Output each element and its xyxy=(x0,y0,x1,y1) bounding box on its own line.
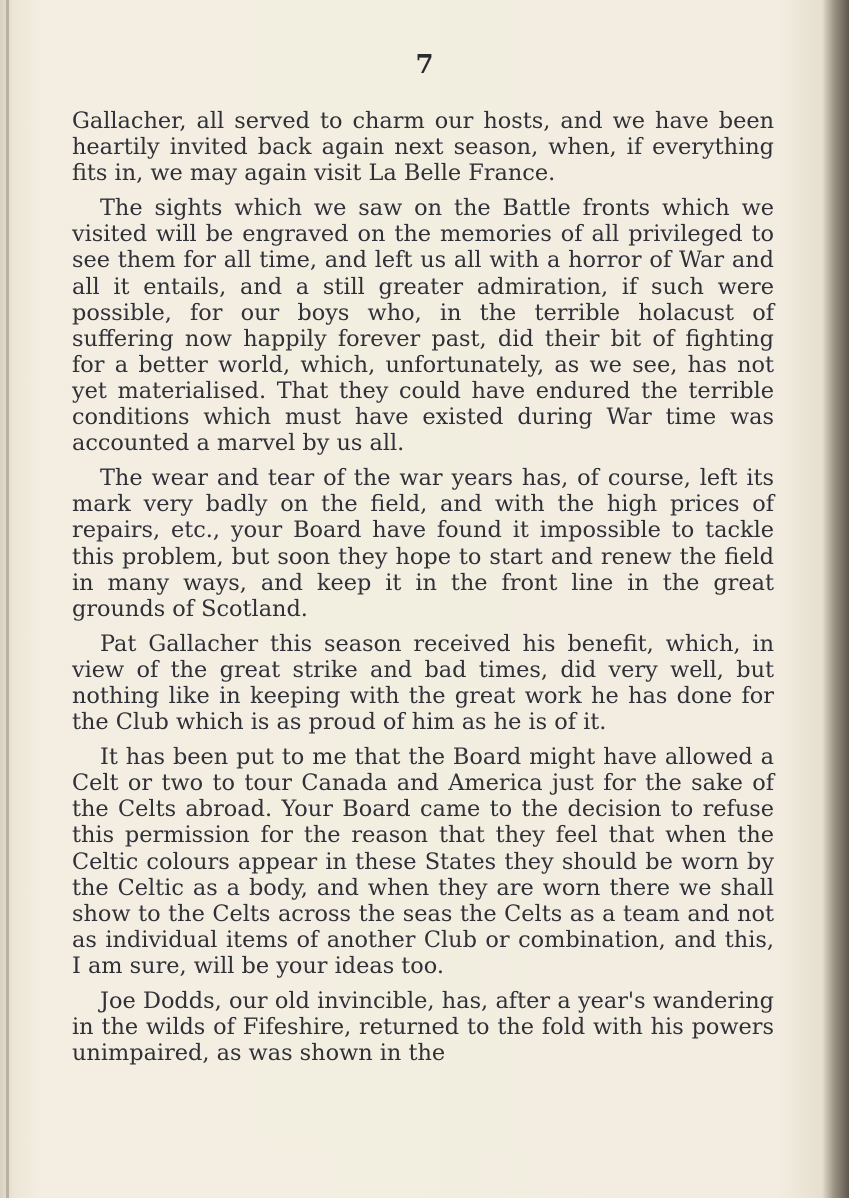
paragraph-battle-fronts: The sights which we saw on the Battle fronts which we visited will be engraved on the memories of all privileged to see them for all time, and left us all with a horror of War and all it entails, and a still greater admiration, if such were possible, for our boys who, in the terrible holacust of suffering now happily forever past, did their bit of fighting for a better world, which, unfortunately, as we see, has not yet materialised. That they could have endured the terrible conditions which must have existed during War time was accounted a marvel by us all. xyxy=(72,195,774,457)
page-gutter xyxy=(6,0,9,1198)
paragraph-pat-gallacher-benefit: Pat Gallacher this season received his benefit, which, in view of the great strike and bad times, did very well, but nothing like in keeping with the great work he has done for the Club which is as proud of him as he is of it. xyxy=(72,630,774,736)
page-number: 7 xyxy=(415,50,434,80)
paragraph-joe-dodds: Joe Dodds, our old invincible, has, after a year's wandering in the wilds of Fifeshire, returned to the fold with his powers unimpaired, as was shown in the xyxy=(72,988,774,1067)
paragraph-canada-america-tour: It has been put to me that the Board might have allowed a Celt or two to tour Canada and America just for the sake of the Celts abroad. Your Board came to the decision to refuse this permission for the reason that they feel that when the Celtic colours appear in these States they should be worn by the Celtic as a body, and when they are worn there we shall show to the Celts across the seas the Celts as a team and not as individual items of another Club or combination, and this, I am sure, will be your ideas too. xyxy=(72,744,774,979)
paragraph-field-repairs: The wear and tear of the war years has, of course, left its mark very badly on the field, and with the high prices of repairs, etc., your Board have found it impossible to tackle this problem, but soon they hope to start and renew the field in many ways, and keep it in the front line in the great grounds of Scotland. xyxy=(72,465,774,622)
paragraph-continuation: Gallacher, all served to charm our hosts, and we have been heartily invited back again next season, when, if everything fits in, we may again visit La Belle France. xyxy=(72,108,774,187)
page-body-text xyxy=(72,108,774,1066)
